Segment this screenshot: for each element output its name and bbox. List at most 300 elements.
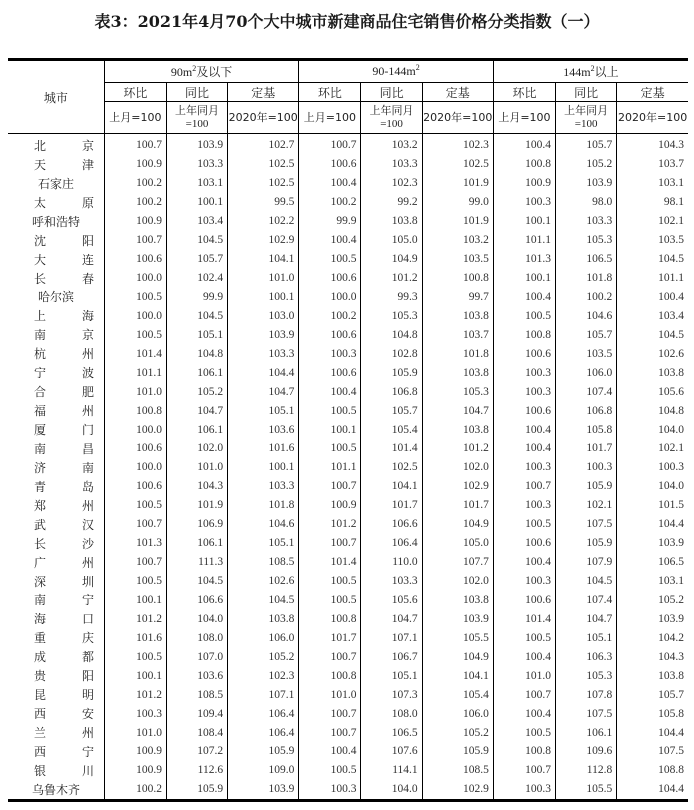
value-cell: 100.8 [493,742,555,761]
group-header-144-above [493,60,688,83]
value-cell: 100.7 [104,231,166,250]
city-name: 福州 [34,404,94,419]
value-cell: 102.4 [166,269,227,288]
table-row [8,742,688,761]
value-cell: 105.5 [556,780,617,800]
value-cell: 104.4 [617,780,688,800]
value-cell: 107.7 [422,553,493,572]
value-cell: 104.6 [556,306,617,325]
subheader-mom: 环比 [299,83,361,102]
value-cell: 104.7 [422,401,493,420]
value-cell: 104.2 [617,628,688,647]
value-cell: 101.0 [166,458,227,477]
value-cell: 101.2 [299,515,361,534]
base-fixed: 2020年=100 [617,102,688,134]
value-cell: 100.4 [299,231,361,250]
value-cell: 99.9 [299,212,361,231]
value-cell: 100.8 [299,609,361,628]
city-name: 乌鲁木齐 [32,782,81,797]
value-cell: 101.8 [422,344,493,363]
value-cell: 103.7 [617,155,688,174]
value-cell: 105.2 [166,382,227,401]
value-cell: 108.5 [422,761,493,780]
value-cell: 102.5 [228,174,299,193]
value-cell: 100.7 [299,534,361,553]
value-cell: 101.9 [166,496,227,515]
value-cell: 100.9 [104,742,166,761]
value-cell: 100.6 [104,477,166,496]
value-cell: 104.9 [422,647,493,666]
value-cell: 101.6 [228,439,299,458]
value-cell: 99.5 [228,193,299,212]
city-cell [8,439,104,458]
value-cell: 106.4 [228,723,299,742]
value-cell: 107.4 [556,382,617,401]
value-cell: 105.3 [556,666,617,685]
value-cell: 100.6 [493,534,555,553]
value-cell: 105.7 [361,401,422,420]
value-cell: 100.5 [104,288,166,307]
base-yoy [361,102,422,134]
table-row [8,325,688,344]
value-cell: 100.1 [104,666,166,685]
value-cell: 100.5 [104,496,166,515]
value-cell: 100.7 [493,477,555,496]
value-cell: 100.8 [422,269,493,288]
city-name: 昆明 [34,688,94,703]
value-cell: 105.6 [617,382,688,401]
value-cell: 111.3 [166,553,227,572]
city-cell [8,134,104,155]
value-cell: 100.3 [299,344,361,363]
subheader-yoy: 同比 [361,83,422,102]
value-cell: 101.5 [617,496,688,515]
value-cell: 101.4 [361,439,422,458]
city-name: 宁波 [34,366,94,381]
value-cell: 103.8 [228,609,299,628]
table-row [8,363,688,382]
value-cell: 101.9 [422,174,493,193]
value-cell: 105.7 [556,134,617,155]
city-name: 济南 [34,460,94,475]
value-cell: 100.2 [104,193,166,212]
value-cell: 100.0 [104,420,166,439]
value-cell: 100.5 [104,325,166,344]
value-cell: 101.3 [493,250,555,269]
superscript: 2 [415,63,420,72]
value-cell: 105.1 [556,628,617,647]
city-cell [8,458,104,477]
value-cell: 112.6 [166,761,227,780]
value-cell: 108.8 [617,761,688,780]
city-name: 呼和浩特 [32,214,81,229]
value-cell: 106.5 [556,250,617,269]
city-name: 北京 [34,138,94,153]
value-cell: 100.8 [493,155,555,174]
value-cell: 106.4 [361,534,422,553]
value-cell: 104.3 [166,477,227,496]
value-cell: 102.9 [422,780,493,800]
value-cell: 105.2 [422,723,493,742]
value-cell: 100.6 [104,250,166,269]
value-cell: 103.0 [228,306,299,325]
value-cell: 102.0 [422,458,493,477]
table-row [8,572,688,591]
value-cell: 102.9 [228,231,299,250]
superscript: 2 [590,64,595,73]
value-cell: 106.8 [556,401,617,420]
value-cell: 102.7 [228,134,299,155]
value-cell: 101.0 [299,685,361,704]
city-name: 上海 [34,309,94,324]
city-name: 南京 [34,328,94,343]
value-cell: 105.0 [361,231,422,250]
value-cell: 101.8 [556,269,617,288]
value-cell: 100.6 [299,269,361,288]
table-row [8,534,688,553]
city-cell [8,742,104,761]
value-cell: 100.9 [104,761,166,780]
city-name: 南宁 [34,593,94,608]
value-cell: 106.1 [166,363,227,382]
value-cell: 105.3 [422,382,493,401]
city-cell [8,591,104,610]
city-name: 郑州 [34,498,94,513]
city-name: 成都 [34,650,94,665]
value-cell: 100.5 [493,723,555,742]
table-row [8,496,688,515]
value-cell: 100.3 [493,458,555,477]
value-cell: 100.3 [493,572,555,591]
value-cell: 105.1 [166,325,227,344]
table-header [8,60,688,134]
value-cell: 102.3 [228,666,299,685]
city-cell [8,666,104,685]
city-cell [8,325,104,344]
table-row [8,704,688,723]
value-cell: 108.5 [228,553,299,572]
value-cell: 103.8 [422,591,493,610]
table-title: 表3：2021年4月70个大中城市新建商品住宅销售价格分类指数（一） [94,12,600,31]
value-cell: 106.3 [556,647,617,666]
city-name: 石家庄 [38,176,75,191]
value-cell: 99.7 [422,288,493,307]
value-cell: 105.2 [617,591,688,610]
value-cell: 100.1 [299,420,361,439]
value-cell: 103.8 [617,666,688,685]
value-cell: 104.8 [361,325,422,344]
value-cell: 102.3 [361,174,422,193]
value-cell: 104.7 [556,609,617,628]
value-cell: 100.1 [228,288,299,307]
value-cell: 100.6 [299,325,361,344]
value-cell: 100.3 [493,363,555,382]
group-label-tail: 及以下 [196,65,233,79]
table-row [8,609,688,628]
table-row [8,780,688,800]
value-cell: 102.5 [422,155,493,174]
value-cell: 103.8 [617,363,688,382]
table-row [8,269,688,288]
value-cell: 100.0 [104,458,166,477]
value-cell: 104.0 [617,420,688,439]
value-cell: 102.1 [556,496,617,515]
value-cell: 104.5 [617,250,688,269]
value-cell: 106.0 [556,363,617,382]
value-cell: 102.3 [422,134,493,155]
value-cell: 100.4 [493,647,555,666]
table-row [8,458,688,477]
value-cell: 106.1 [556,723,617,742]
value-cell: 104.3 [617,647,688,666]
value-cell: 103.9 [166,134,227,155]
value-cell: 103.3 [361,155,422,174]
value-cell: 100.6 [104,439,166,458]
city-cell [8,420,104,439]
value-cell: 101.2 [104,609,166,628]
value-cell: 104.4 [228,363,299,382]
superscript: 2 [192,64,197,73]
value-cell: 103.5 [422,250,493,269]
value-cell: 100.9 [104,212,166,231]
value-cell: 101.1 [617,269,688,288]
base-yoy-line1: 上年同月 [175,104,220,117]
value-cell: 103.8 [422,420,493,439]
value-cell: 101.0 [104,382,166,401]
value-cell: 104.7 [166,401,227,420]
city-name: 深圳 [34,574,94,589]
city-cell [8,382,104,401]
city-name: 青岛 [34,479,94,494]
value-cell: 104.5 [166,572,227,591]
value-cell: 100.1 [493,269,555,288]
city-name: 合肥 [34,385,94,400]
table-row [8,439,688,458]
value-cell: 100.4 [493,439,555,458]
group-label: 144m [563,65,591,79]
city-cell [8,704,104,723]
group-label: 90-144m [372,64,416,78]
value-cell: 105.7 [166,250,227,269]
value-cell: 109.4 [166,704,227,723]
value-cell: 99.0 [422,193,493,212]
value-cell: 103.1 [166,174,227,193]
value-cell: 104.1 [361,477,422,496]
value-cell: 103.6 [166,666,227,685]
value-cell: 100.7 [493,761,555,780]
base-yoy-line2: =100 [185,118,209,130]
base-yoy-line1: 上年同月 [369,104,414,117]
value-cell: 100.5 [299,591,361,610]
value-cell: 100.5 [104,572,166,591]
table-row [8,288,688,307]
value-cell: 101.9 [422,212,493,231]
value-cell: 101.0 [104,723,166,742]
value-cell: 103.8 [361,212,422,231]
city-cell [8,496,104,515]
value-cell: 103.9 [228,780,299,800]
city-name: 西安 [34,707,94,722]
value-cell: 105.6 [361,591,422,610]
value-cell: 100.4 [493,288,555,307]
value-cell: 103.3 [556,212,617,231]
value-cell: 100.3 [104,704,166,723]
value-cell: 105.7 [556,325,617,344]
value-cell: 100.8 [493,325,555,344]
value-cell: 100.1 [104,591,166,610]
city-cell [8,628,104,647]
value-cell: 105.4 [361,420,422,439]
value-cell: 100.4 [299,174,361,193]
value-cell: 101.4 [493,609,555,628]
value-cell: 105.0 [422,534,493,553]
value-cell: 100.3 [299,780,361,800]
subheader-fixed-base: 定基 [228,83,299,102]
city-cell [8,647,104,666]
value-cell: 100.7 [299,477,361,496]
value-cell: 100.5 [299,439,361,458]
value-cell: 101.7 [556,439,617,458]
value-cell: 101.4 [299,553,361,572]
value-cell: 100.5 [104,647,166,666]
table-row [8,647,688,666]
value-cell: 105.2 [556,155,617,174]
value-cell: 106.5 [361,723,422,742]
city-cell [8,401,104,420]
base-yoy-line2: =100 [574,118,598,130]
value-cell: 107.9 [556,553,617,572]
value-cell: 103.9 [228,325,299,344]
value-cell: 100.0 [299,288,361,307]
value-cell: 100.7 [104,134,166,155]
value-cell: 110.0 [361,553,422,572]
value-cell: 103.5 [617,231,688,250]
value-cell: 104.5 [617,325,688,344]
value-cell: 104.8 [166,344,227,363]
value-cell: 99.2 [361,193,422,212]
city-name: 天津 [34,157,94,172]
value-cell: 105.9 [228,742,299,761]
value-cell: 104.4 [617,723,688,742]
value-cell: 105.9 [422,742,493,761]
table-row [8,212,688,231]
value-cell: 107.4 [556,591,617,610]
value-cell: 107.1 [361,628,422,647]
city-name: 广州 [34,555,94,570]
table-row [8,591,688,610]
value-cell: 103.1 [617,174,688,193]
table-row [8,250,688,269]
city-cell [8,363,104,382]
value-cell: 104.7 [228,382,299,401]
value-cell: 108.0 [166,628,227,647]
value-cell: 105.3 [556,231,617,250]
value-cell: 100.2 [299,306,361,325]
table-row [8,723,688,742]
group-label-tail: 以上 [594,65,619,79]
value-cell: 103.7 [422,325,493,344]
city-cell [8,534,104,553]
value-cell: 100.0 [104,269,166,288]
value-cell: 100.5 [299,401,361,420]
city-cell [8,723,104,742]
value-cell: 102.0 [422,572,493,591]
value-cell: 102.5 [228,155,299,174]
city-cell [8,344,104,363]
value-cell: 104.0 [617,477,688,496]
value-cell: 104.7 [361,609,422,628]
value-cell: 101.7 [361,496,422,515]
value-cell: 107.5 [556,515,617,534]
value-cell: 103.2 [422,231,493,250]
value-cell: 106.0 [422,704,493,723]
city-name: 长春 [34,271,94,286]
city-cell [8,193,104,212]
value-cell: 101.7 [299,628,361,647]
base-yoy-line2: =100 [380,118,403,130]
value-cell: 104.3 [617,134,688,155]
table-row [8,401,688,420]
value-cell: 100.2 [299,193,361,212]
value-cell: 100.9 [299,496,361,515]
base-mom: 上月=100 [104,102,166,134]
base-yoy-line1: 上年同月 [564,104,609,117]
value-cell: 103.5 [556,344,617,363]
value-cell: 102.1 [617,439,688,458]
city-cell [8,780,104,800]
city-cell [8,515,104,534]
value-cell: 101.0 [493,666,555,685]
value-cell: 100.3 [556,458,617,477]
city-cell [8,685,104,704]
value-cell: 100.5 [299,250,361,269]
value-cell: 100.9 [104,155,166,174]
value-cell: 105.1 [228,401,299,420]
table-row [8,685,688,704]
table-row [8,761,688,780]
value-cell: 100.7 [299,704,361,723]
value-cell: 101.0 [228,269,299,288]
subheader-yoy: 同比 [556,83,617,102]
value-cell: 101.2 [104,685,166,704]
city-name: 厦门 [34,423,94,438]
city-cell [8,553,104,572]
subheader-fixed-base: 定基 [422,83,493,102]
value-cell: 105.9 [556,477,617,496]
table-row [8,306,688,325]
value-cell: 100.4 [493,420,555,439]
value-cell: 114.1 [361,761,422,780]
city-cell [8,288,104,307]
value-cell: 107.2 [166,742,227,761]
value-cell: 100.3 [493,193,555,212]
value-cell: 104.9 [422,515,493,534]
value-cell: 101.1 [299,458,361,477]
value-cell: 100.9 [493,174,555,193]
subheader-mom: 环比 [104,83,166,102]
value-cell: 102.6 [228,572,299,591]
value-cell: 100.4 [493,134,555,155]
value-cell: 105.2 [228,647,299,666]
value-cell: 103.3 [228,477,299,496]
group-header-90-144 [299,60,494,83]
city-cell [8,572,104,591]
value-cell: 106.9 [166,515,227,534]
table-row [8,553,688,572]
value-cell: 106.0 [228,628,299,647]
table-row [8,155,688,174]
value-cell: 100.3 [617,458,688,477]
